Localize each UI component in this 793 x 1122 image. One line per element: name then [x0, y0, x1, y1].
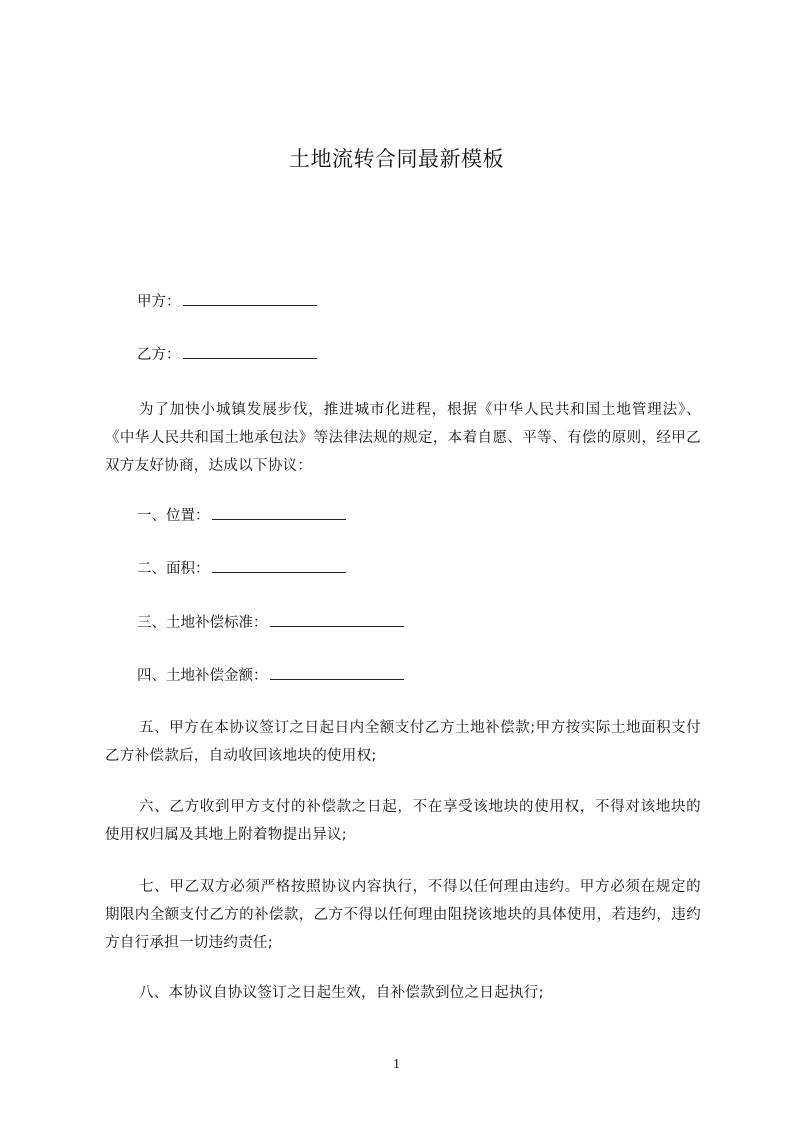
compensation-standard-field [137, 612, 404, 633]
area-field [137, 558, 346, 579]
compensation-standard-blank[interactable] [270, 612, 404, 627]
page-number: 1 [393, 1057, 400, 1072]
compensation-amount-label: 四、土地补偿金额： [137, 668, 268, 684]
party-a-label: 甲方： [137, 294, 181, 310]
party-a-field [137, 291, 317, 312]
clause-6: 六、乙方收到甲方支付的补偿款之日起，不在享受该地块的使用权，不得对该地块的使用权归属及其地上附着物提出异议; [105, 799, 701, 843]
compensation-standard-label: 三、土地补偿标准： [137, 615, 268, 631]
location-blank[interactable] [212, 505, 346, 520]
location-field [137, 505, 346, 526]
party-b-blank[interactable] [183, 344, 317, 359]
compensation-amount-blank[interactable] [270, 665, 404, 680]
party-b-label: 乙方： [137, 347, 181, 363]
party-b-field [137, 344, 317, 365]
clause-5: 五、甲方在本协议签订之日起日内全额支付乙方土地补偿款;甲方按实际土地面积支付乙方补偿款后，自动收回该地块的使用权; [105, 720, 701, 764]
location-label: 一、位置： [137, 508, 210, 524]
party-a-blank[interactable] [183, 291, 317, 306]
compensation-amount-field [137, 665, 404, 686]
clause-8: 八、本协议自协议签订之日起生效，自补偿款到位之日起执行; [139, 985, 544, 1001]
document-title: 土地流转合同最新模板 [289, 147, 504, 171]
clause-7: 七、甲乙双方必须严格按照协议内容执行，不得以任何理由违约。甲方必须在规定的期限内全额支付乙方的补偿款，乙方不得以任何理由阻挠该地块的具体使用，若违约，违约方自行承担一切违约责任; [105, 879, 701, 951]
area-blank[interactable] [212, 558, 346, 573]
area-label: 二、面积： [137, 561, 210, 577]
preamble-paragraph: 为了加快小城镇发展步伐，推进城市化进程，根据《中华人民共和国土地管理法》、《中华人民共和国土地承包法》等法律法规的规定，本着自愿、平等、有偿的原则，经甲乙双方友好协商，达成以下协议： [105, 402, 701, 474]
